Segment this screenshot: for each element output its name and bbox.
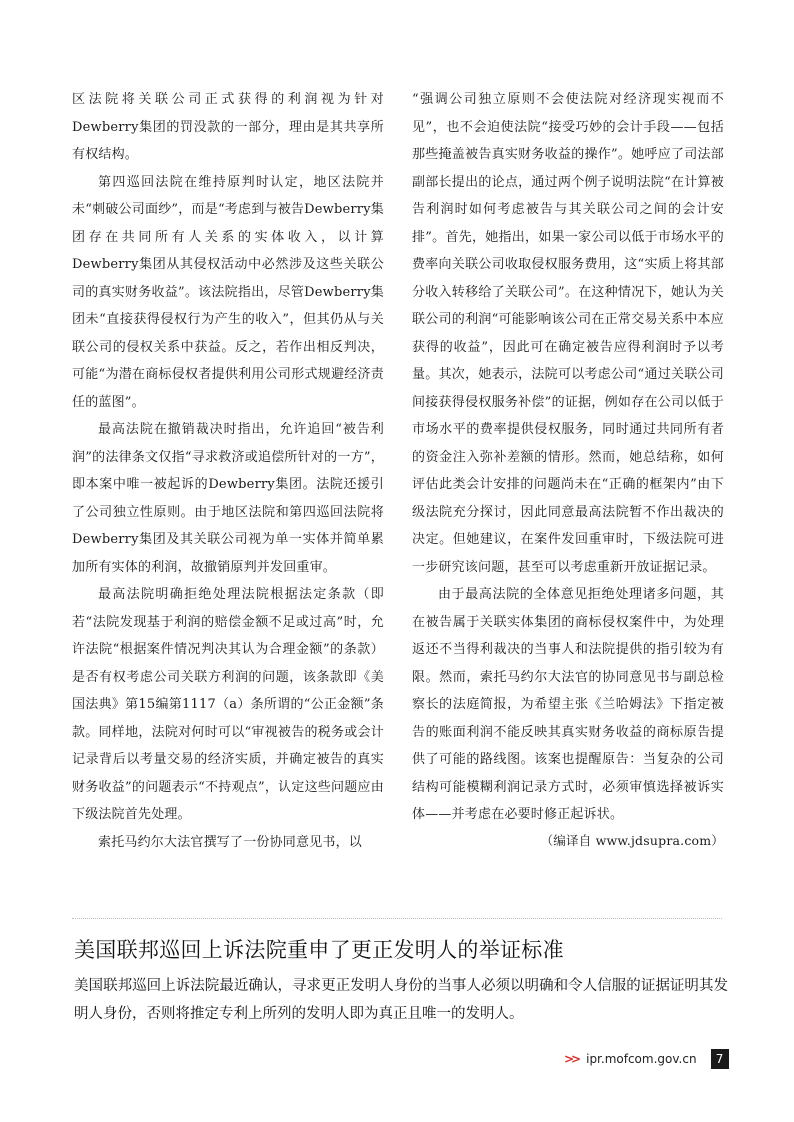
paragraph: 第四巡回法院在维持原判时认定，地区法院并未“刺破公司面纱”，而是“考虑到与被告Dewberry集团存在共同所有人关系的实体收入，以计算Dewberry集团从其侵权活动中必然涉及这些关联公司的真实财务收益”。该法院指出，尽管Dewberry集团未“直接获得侵权行为产生的收入”，但其仍从与关联公司的侵权关系中获益。反之，若作出相反判决，可能“为潜在商标侵权者提供利用公司形式规避经济责任的蓝图”。 <box>72 174 384 410</box>
paragraph: 索托马约尔大法官撰写了一份协同意见书，以 <box>98 834 363 850</box>
paragraph: 最高法院在撤销裁决时指出，允许追回“被告利润”的法律条文仅指“寻求救济或追偿所针对的一方”，即本案中唯一被起诉的Dewberry集团。法院还援引了公司独立性原则。由于地区法院和第四巡回法院将Dewberry集团及其关联公司视为单一实体并简单累加所有实体的利润，故撤销原判并发回重审。 <box>72 422 384 575</box>
paragraph: 最高法院明确拒绝处理法院根据法定条款（即若“法院发现基于利润的赔偿金额不足或过高”时，允许法院“根据案件情况判决其认为合理金额”的条款）是否有权考虑公司关联方利润的问题，该条款即《美国法典》第15编第1117（a）条所谓的“公正金额”条款。同样地，法院对何时可以“审视被告的税务或会计记录背后以考量交易的经济实质，并确定被告的真实财务收益”的问题表示“不持观点”，认定这些问题应由下级法院首先处理。 <box>72 587 384 822</box>
paragraph: 区法院将关联公司正式获得的利润视为针对Dewberry集团的罚没款的一部分，理由是其共享所有权结构。 <box>72 92 384 162</box>
section-divider <box>72 918 722 919</box>
paragraph: “强调公司独立原则不会使法院对经济现实视而不见”，也不会迫使法院“接受巧妙的会计手段——包括那些掩盖被告真实财务收益的操作”。她呼应了司法部副部长提出的论点，通过两个例子说明法院“在计算被告利润时如何考虑被告与其关联公司之间的会计安排”。首先，她指出，如果一家公司以低于市场水平的费率向关联公司收取侵权服务费用，这“实质上将其部分收入转移给了关联公司”。在这种情况下，她认为关联公司的利润“可能影响该公司在正常交易关系中本应获得的收益”，因此可在确定被告应得利润时予以考量。其次，她表示，法院可以考虑公司“通过关联公司间接获得侵权服务补偿”的证据，例如存在公司以低于市场水平的费率提供侵权服务，同时通过共同所有者的资金注入弥补差额的情形。然而，她总结称，如何评估此类会计安排的问题尚未在“正确的框架内”由下级法院充分探讨，因此同意最高法院暂不作出裁决的决定。但她建议，在案件发回重审时，下级法院可进一步研究该问题，甚至可以考虑重新开放证据记录。 <box>412 92 724 575</box>
page-footer <box>564 1049 729 1069</box>
next-article-summary: 美国联邦巡回上诉法院最近确认，寻求更正发明人身份的当事人必须以明确和令人信服的证据证明其发明人身份，否则将推定专利上所列的发明人即为真正且唯一的发明人。 <box>74 978 728 1022</box>
article-left-column <box>72 86 384 856</box>
article-right-column <box>412 86 724 854</box>
website-link[interactable]: ipr.mofcom.gov.cn <box>586 1052 697 1066</box>
chevron-right-icon: >> <box>564 1052 579 1066</box>
paragraph: 由于最高法院的全体意见拒绝处理诸多问题，其在被告属于关联实体集团的商标侵权案件中，为处理返还不当得利裁决的当事人和法院提供的指引较为有限。然而，索托马约尔大法官的协同意见书与副总检察长的法庭简报，为希望主张《兰哈姆法》下指定被告的账面利润不能反映其真实财务收益的商标原告提供了可能的路线图。该案也提醒原告：当复杂的公司结构可能模糊利润记录方式时，必须审慎选择被诉实体——并考虑在必要时修正起诉状。 <box>412 587 724 822</box>
next-article-headline: 美国联邦巡回上诉法院重申了更正发明人的举证标准 <box>74 938 564 962</box>
page-number: 7 <box>711 1049 729 1069</box>
source-note: （编译自 www.jdsupra.com） <box>540 832 724 848</box>
